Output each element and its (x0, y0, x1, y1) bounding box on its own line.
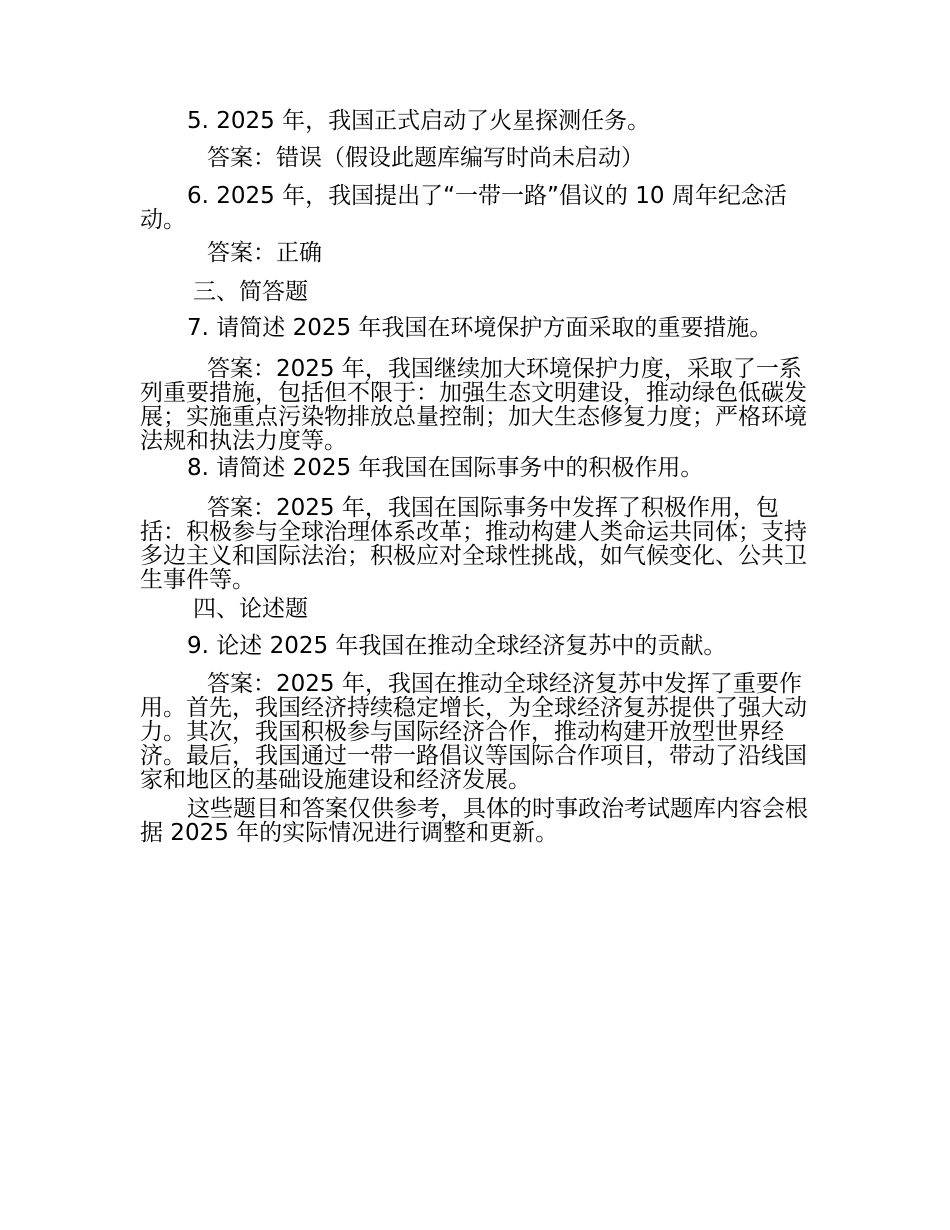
answer-6: 答案：正确 (207, 240, 322, 266)
answer-9: 答案：2025 年，我国在推动全球经济复苏中发挥了重要作用。首先，我国经济持续稳定增长，为全球经济复苏提供了强大动力。其次，我国积极参与国际经济合作，推动构建开放型世界经济。最后，我国通过一带一路倡议等国际合作项目，带动了沿线国家和地区的基础设施建设和经济发展。 (140, 671, 807, 793)
answer-5: 答案：错误（假设此题库编写时尚未启动） (207, 145, 644, 171)
section-heading-essay: 四、论述题 (193, 596, 308, 622)
closing-note: 这些题目和答案仅供参考，具体的时事政治考试题库内容会根据 2025 年的实际情况进行调整和更新。 (140, 796, 808, 846)
question-5: 5. 2025 年，我国正式启动了火星探测任务。 (187, 108, 651, 134)
section-heading-short-answer: 三、简答题 (193, 279, 308, 305)
question-6: 6. 2025 年，我国提出了“一带一路”倡议的 10 周年纪念活动。 (140, 183, 787, 233)
question-7: 7. 请简述 2025 年我国在环境保护方面采取的重要措施。 (187, 315, 773, 341)
question-8: 8. 请简述 2025 年我国在国际事务中的积极作用。 (187, 455, 704, 481)
question-9: 9. 论述 2025 年我国在推动全球经济复苏中的贡献。 (187, 633, 727, 659)
answer-8: 答案：2025 年，我国在国际事务中发挥了积极作用，包括：积极参与全球治理体系改革；推动构建人类命运共同体；支持多边主义和国际法治；积极应对全球性挑战，如气候变化、公共卫生事件等。 (140, 495, 807, 593)
answer-7: 答案：2025 年，我国继续加大环境保护力度，采取了一系列重要措施，包括但不限于：加强生态文明建设，推动绿色低碳发展；实施重点污染物排放总量控制；加大生态修复力度；严格环境法规和执法力度等。 (140, 356, 807, 454)
